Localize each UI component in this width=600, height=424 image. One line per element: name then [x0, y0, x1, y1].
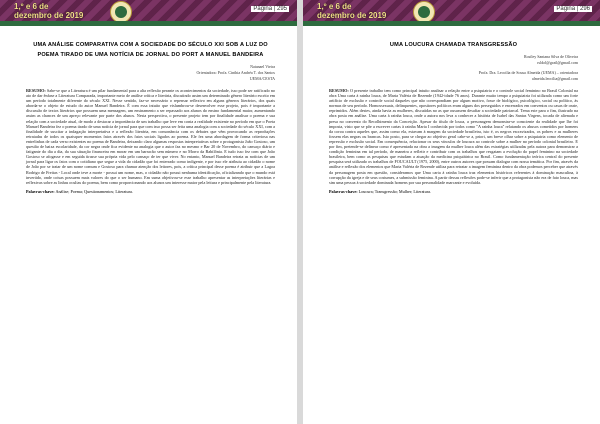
article-content: [26, 40, 275, 194]
event-logo-icon: [110, 1, 132, 23]
article-content: [329, 40, 578, 194]
keywords-text: Análise; Poema; Questionamentos; Literatura.: [55, 188, 133, 194]
abstract: [26, 88, 275, 185]
abstract-text: Sabe-se que a Literatura é um pilar fundamental para a alta reflexão perante os acontecimentos da sociedade, isso pode ser ratificado no ato de dar ênfase a Literatura Comparada, importante meio de análise crítica e literária, discutindo assim um determinado gênero literário escrito em um período totalmente diferente do século XXI. Nesse sentido, faz-se necessário o repensar reflexivo em alguns gêneros literários, dos quais aborda-se o objeto de estudo do autor Manuel Bandeira. É com essa intuito que vislumbrou-se desenvolver esse projeto, pois é importante a discussão de textos literários que possuem uma mensagem, um ensinamento a ser repassado aos alunos do ensino fundamental maior, aumentando assim as chances de um apreço relevante por parte dos alunos. Nesta perspectiva, o presente projeto tem por finalidade analisar o poema e sua relação com a sociedade atual, de modo a destacar a importância de um trabalho que leve em conta a realidade existente no período em que o Poeta Manuel Bandeira fez o poema tirado de uma notícia de jornal para que com isso possa ser feita uma analogia com a sociedade do século XXI, com a finalidade de suscitar a indagação interpretativa e a reflexão literária, em consonância com os debates que vêm provocando as reproduções retratadas de todos os quaisquer momentos fatos através dos fatos sociais ligados ao poema. Ele fez uma abordagem de forma criteriosa nas entrelinhas de cada verso existentes no poema de Bandeira, deixando claro algumas respostas interpretativas sobre o protagonista João Gostoso, um questão de baixa escolaridade, da cor negra onde fica evidente na analogia que o autor faz no mesmo e Bar 20 de Novembro, do cansaço diário e fatigante do dia a dia, da sua situação financeira em morar em um barracão sem número e no Morro da Babilônia. E tudo isso fez com que João Gostoso se afogasse e em seguida tirasse sua própria vida pelo cansaço de ter que viver. No entanto, Manuel Bandeira retrata as notícias de um jornal para ligar os fatos com o cotidiano que segue a vida do cidadão que foi enterrado como indigente, e por isso ele atribuiu ao cidadão o nome de João por se tratar de um nome comum e Gostoso para chamar atenção dos leitores, pois, a crítica principal desse poema é atribuir que a Lagoa Rodrigo de Freitas - Local onde teve a morte - possui um nome, mas, o cidadão não possui nenhuma identificação, oficializando que o mundo está invertido, onde coisas possuem mais valores do que o ser humano. Em suma objetivou-se esse trabalho apresentar as interpretações literárias e reflexivas sobre as linhas ocultas do poema, bem como proporcionando aos alunos um interesse maior pela leitura e principalmente pela literatura.: [26, 88, 276, 185]
article-title: UMA ANÁLISE COMPARATIVA COM A SOCIEDADE DO SÉCULO XXI SOB A LUZ DO POEMA TIRADO DE UMA NOTÍCIA DE JORNAL DO PORT A MANUEL BANDEIRA: [33, 42, 268, 58]
advisor-email: almeida.leocilia@gmail.com: [531, 76, 578, 81]
article-title: UMA LOUCURA CHAMADA TRANSGRESSÃO: [389, 42, 518, 48]
abstract-label: RESUMO:: [329, 88, 349, 93]
keywords-text: Loucura; Transgressão; Mulher; Literatura.: [358, 188, 431, 194]
abstract: [329, 88, 578, 185]
event-logo-icon: [413, 1, 435, 23]
banner-ribbon: [303, 21, 600, 26]
author-block: [329, 54, 578, 82]
keywords: [26, 189, 275, 194]
advisor-name: Profa. Dra. Leocilia de Sousa Almeida (UEMA) – orientadora: [478, 70, 578, 75]
banner-date: [317, 2, 386, 20]
keywords-label: Palavras-chave:: [26, 188, 55, 194]
author-block: [26, 64, 275, 82]
author-name: Natanael Vieira: [250, 64, 275, 69]
abstract-label: RESUMO:: [26, 88, 46, 93]
page-number: Página | 295: [253, 6, 287, 12]
page-number: Página | 296: [556, 6, 590, 12]
keywords-label: Palavras-chave:: [329, 188, 358, 194]
banner-date-line-2: dezembro de 2019: [14, 11, 84, 20]
author-email: rsldol@grail@gmail.com: [537, 60, 578, 65]
advisor-name: Orientadora: Profa. Cinthia Andréa T. dos Santos: [196, 70, 275, 75]
left-page: [0, 0, 297, 424]
banner-date: [14, 2, 83, 20]
event-banner: [0, 0, 297, 26]
keywords: [329, 189, 578, 194]
banner-date-line-1: 1,º e 6 de: [14, 2, 49, 11]
banner-ribbon: [0, 21, 297, 26]
institution: UEMA/CESTA: [249, 76, 275, 81]
abstract-text: O presente trabalho tem como principal intuito analisar a relação entre a psiquiatria e o controle social feminino no Brasil Colonial na obra Uma carta à rainha louca, de Maria Valéria de Rezende (1942-idade 76 anos). Durante muito tempo a psiquiatria foi utilizada como um forte artifício de exclusão e controle social daqueles que não correspondiam por algum motivo, fosse de biológico, psicológico, social ou político, às normas de seu período. Homossexuais, delinquentes, opositores políticos eram alguns dos perseguidos e encerrados em conventos ou casas de orate, reprimidos. Além destes, ainda havia as mulheres, discutidas no as que ousassem desafiar a sociedade patriarcal. Tema este para o fim, ilustrado na obra posta em análise. Uma carta à rainha louca, onde a autora nos leva a conhecer a história de Isabel das Santas Virgens, tocada de alienada e presa no convento do Recolhimento da Conceição. Apesar do título de louca, a personagem demonstra-se consciente da realidade que lhe foi imposta, visto que se põe a escrever cartas à rainha Maria I conhecida por todos como "A rainha louca" relatando os abusos cometidos por homens da coroa contra aqueles que, assim como ela, estavam à margem da sociedade brasileira, isto é, os negros escravizados, os pobres e as mulheres fossem elas negras ou brancas. Isto posto, para se chegar ao objetivo geral cabe-se a, priori, um breve olhar sobre a psiquiatria como elemento de repressão e exclusão social. Em consequência, relacionar os seus vínculos de loucura ao controle sobre a mulher no período colonial brasileiro. E por fim, pretende-se delinear como é apresentada na obra a imagem da mulher louca além das estratégias utilizadas pela autora para demonstrar a condição feminina em tal período, de maneira a refletir e contribuir com os trabalhos que resgatam a evolução do papel feminino na sociedade brasileira, bem como as pesquisas que estudam a atuação da medicina psiquiátrica no Brasil. Como fundamentação teórica central do presente pesquisa será utilizado os trabalhos de FOUCAULT (1975, 2000), entre outros autores que possam dialogar com nossa temática. Por fim, através da análise e reflexão dos elementos que Maria Valéria de Rezende utiliza para retratar a imagem feminina dentro da obra podemos perceber que através da personagem posta em questão, consideramos que Uma carta à rainha louca traz elementos históricos referentes à dominação masculina, à corrupção da igreja e de seus costumes, a submissão feminina. A partir dessas reflexões pode-se inferir que a protagonista não era de fato louca, mas sim uma pessoa à sociedade dominada homens por sua personalidade marcante e evoluída.: [329, 88, 578, 185]
banner-date-line-2: dezembro de 2019: [317, 11, 387, 20]
banner-date-line-1: 1,º e 6 de: [317, 2, 352, 11]
author-name: Rosiley Santana Silva de Oliveira: [524, 54, 578, 59]
right-page: [303, 0, 600, 424]
event-banner: [303, 0, 600, 26]
